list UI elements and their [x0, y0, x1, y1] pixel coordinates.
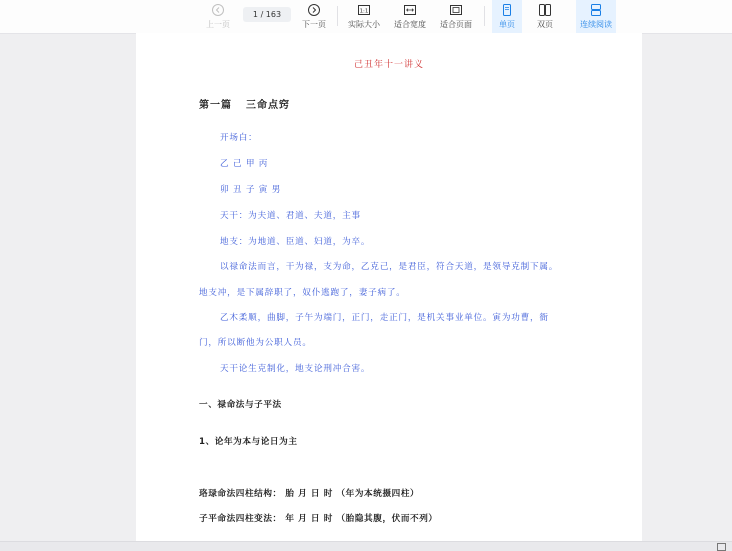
page-number-input[interactable] — [243, 7, 291, 22]
current-page: 1 — [252, 10, 259, 19]
fit-page-label: 适合页面 — [440, 20, 472, 29]
fit-page-button[interactable] — [436, 0, 476, 33]
chapter-name: 三命点窍 — [246, 100, 290, 111]
body-line: 门，所以断他为公职人员。 — [199, 338, 312, 348]
actual-size-button[interactable] — [344, 0, 384, 33]
double-page-icon — [538, 3, 552, 17]
double-page-button[interactable] — [530, 0, 560, 33]
body-line: 开场白： — [220, 133, 258, 143]
body-line: 地支：为地道、臣道、妇道，为卒。 — [220, 237, 371, 247]
fit-width-label: 适合宽度 — [394, 20, 426, 29]
chapter-heading — [199, 96, 290, 111]
next-page-label: 下一页 — [302, 20, 326, 29]
double-page-label: 双页 — [537, 20, 553, 29]
document-page — [136, 33, 642, 541]
single-page-button[interactable] — [492, 0, 522, 33]
total-pages: / 163 — [260, 10, 282, 19]
body-line: 天干：为夫道、君道、夫道，主事 — [220, 211, 361, 221]
body-line: 乙木柔顺，曲脚，子午为端门，正门，走正门，是机关事业单位。寅为功曹，衙 — [220, 313, 549, 323]
fit-width-button[interactable] — [390, 0, 430, 33]
actual-size-icon — [357, 3, 371, 17]
single-page-icon — [500, 3, 514, 17]
fit-page-icon — [449, 3, 463, 17]
document-title: 己丑年十一讲义 — [353, 60, 424, 70]
prev-page-label: 上一页 — [206, 20, 230, 29]
toolbar — [0, 0, 732, 34]
body-line: 卯 丑 子 寅 男 — [220, 185, 282, 195]
body-line: 地支冲，是下属辞职了，奴仆逃跑了，妻子病了。 — [199, 288, 406, 298]
body-line: 乙 己 甲 丙 — [220, 159, 269, 169]
toolbar-divider — [337, 6, 338, 26]
body-line: 以禄命法而言，干为禄，支为命，乙克己，是君臣，符合天道，是领导克制下属。 — [220, 262, 559, 272]
continuous-reading-icon — [589, 3, 603, 17]
pillar-structure-row: 珞琭命法四柱结构： 胎 月 日 时 （年为本统摄四柱） — [199, 489, 420, 499]
chevron-left-circle-icon — [211, 3, 225, 17]
next-page-button[interactable] — [296, 0, 332, 33]
prev-page-button[interactable] — [198, 0, 238, 33]
chapter-number: 第一篇 — [199, 100, 232, 111]
continuous-reading-button[interactable] — [576, 0, 616, 33]
body-line: 天干论生克制化，地支论刑冲合害。 — [220, 364, 371, 374]
section-heading: 一、禄命法与子平法 — [199, 400, 282, 410]
svg-text:1:1: 1:1 — [359, 8, 369, 15]
continuous-reading-label: 连续阅读 — [580, 20, 612, 29]
subsection-heading: 1、论年为本与论日为主 — [199, 437, 298, 447]
pillar-structure-row: 子平命法四柱变法： 年 月 日 时 （胎隐其腹，伏而不列） — [199, 514, 438, 524]
toolbar-divider — [484, 6, 485, 26]
actual-size-label: 实际大小 — [348, 20, 380, 29]
fit-width-icon — [403, 3, 417, 17]
chevron-right-circle-icon — [307, 3, 321, 17]
single-page-label: 单页 — [499, 20, 515, 29]
